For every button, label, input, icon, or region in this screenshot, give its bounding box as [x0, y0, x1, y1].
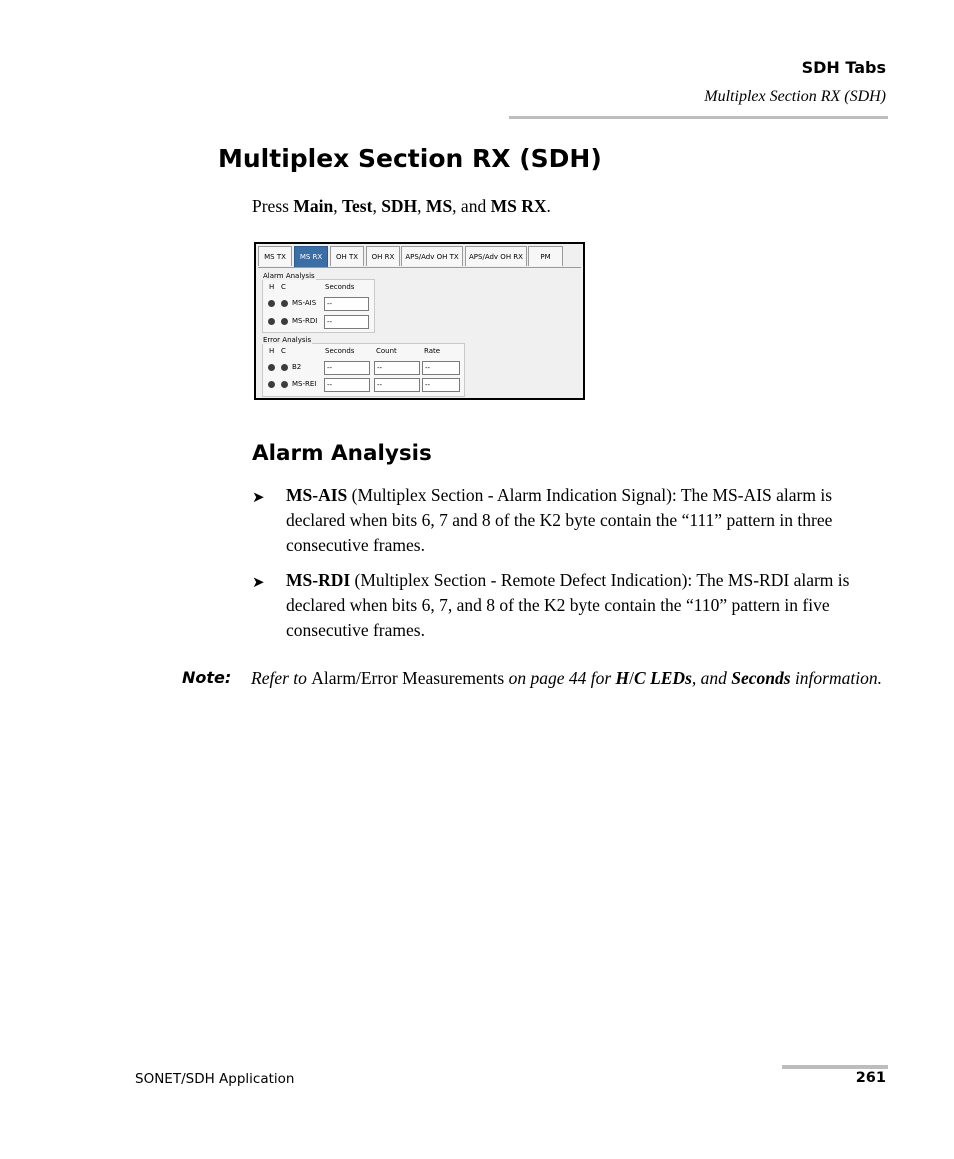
ms-rdi-seconds-field: -- — [324, 315, 369, 329]
ms-ais-seconds-field: -- — [324, 297, 369, 311]
running-header-section: SDH Tabs — [801, 58, 886, 77]
tab-aps-adv-oh-rx[interactable]: APS/Adv OH RX — [465, 246, 527, 266]
tab-ms-tx[interactable]: MS TX — [258, 246, 292, 266]
ms-ais-history-led — [268, 300, 275, 307]
intro-msrx: MS RX — [490, 196, 547, 216]
note-label: Note: — [182, 668, 232, 687]
note-link[interactable]: Alarm/Error Measurements — [311, 668, 505, 688]
bullet-arrow-icon: ➤ — [252, 575, 265, 591]
ms-rei-count-field: -- — [374, 378, 420, 392]
error-col-c: C — [281, 347, 286, 355]
tab-oh-tx[interactable]: OH TX — [330, 246, 364, 266]
bullet-ms-ais — [286, 483, 890, 557]
section-heading-alarm-analysis: Alarm Analysis — [252, 441, 432, 466]
b2-history-led — [268, 364, 275, 371]
footer-document-title: SONET/SDH Application — [135, 1071, 295, 1087]
tab-ms-rx[interactable]: MS RX — [294, 246, 328, 268]
bullet-arrow-icon: ➤ — [252, 490, 265, 506]
intro-test: Test — [341, 196, 373, 216]
error-col-seconds: Seconds — [325, 347, 355, 355]
bullet-term: MS-AIS — [286, 485, 348, 505]
ms-rei-label: MS-REI — [292, 380, 317, 388]
b2-count-field: -- — [374, 361, 420, 375]
tab-baseline — [258, 267, 581, 268]
b2-seconds-field: -- — [324, 361, 370, 375]
intro-ms: MS — [425, 196, 453, 216]
tab-oh-rx[interactable]: OH RX — [366, 246, 400, 266]
error-col-h: H — [269, 347, 275, 355]
alarm-col-c: C — [281, 283, 286, 291]
b2-current-led — [281, 364, 288, 371]
alarm-col-seconds: Seconds — [325, 283, 355, 291]
ms-rei-current-led — [281, 381, 288, 388]
ms-rei-rate-field: -- — [422, 378, 460, 392]
ms-rx-screenshot — [254, 242, 585, 400]
alarm-analysis-group-title: Alarm Analysis — [263, 272, 315, 280]
note-text: Refer to Alarm/Error Measurements on page 44 for H/C LEDs, and Seconds information. — [251, 668, 882, 688]
bullet-text: (Multiplex Section - Remote Defect Indication): The MS-RDI alarm is declared when bits 6, 7, and 8 of the K2 byte contain the “110” pattern in five consecutive frames. — [286, 570, 850, 640]
bullet-text: (Multiplex Section - Alarm Indication Signal): The MS-AIS alarm is declared when bits 6, 7 and 8 of the K2 byte contain the “111” pattern in three consecutive frames. — [286, 485, 833, 555]
intro-press: Press — [252, 196, 289, 216]
page-number: 261 — [855, 1070, 886, 1086]
error-col-count: Count — [376, 347, 397, 355]
error-analysis-group-title: Error Analysis — [263, 336, 312, 344]
tab-pm[interactable]: PM — [528, 246, 563, 266]
ms-rdi-current-led — [281, 318, 288, 325]
ms-ais-current-led — [281, 300, 288, 307]
header-rule — [509, 116, 888, 119]
ms-rdi-history-led — [268, 318, 275, 325]
alarm-col-h: H — [269, 283, 275, 291]
error-col-rate: Rate — [424, 347, 441, 355]
bullet-ms-rdi — [286, 568, 890, 642]
footer-rule — [782, 1065, 888, 1069]
intro-main: Main — [293, 196, 334, 216]
bullet-term: MS-RDI — [286, 570, 351, 590]
ms-rei-seconds-field: -- — [324, 378, 370, 392]
b2-rate-field: -- — [422, 361, 460, 375]
intro-sdh: SDH — [381, 196, 418, 216]
ms-rdi-label: MS-RDI — [292, 317, 318, 325]
b2-label: B2 — [292, 363, 302, 371]
tab-aps-adv-oh-tx[interactable]: APS/Adv OH TX — [401, 246, 463, 266]
ms-rei-history-led — [268, 381, 275, 388]
ms-ais-label: MS-AIS — [292, 299, 317, 307]
intro-paragraph: Press Main, Test, SDH, MS, and MS RX. — [252, 196, 551, 216]
page-title: Multiplex Section RX (SDH) — [218, 144, 602, 173]
running-header-subsection: Multiplex Section RX (SDH) — [704, 88, 886, 105]
